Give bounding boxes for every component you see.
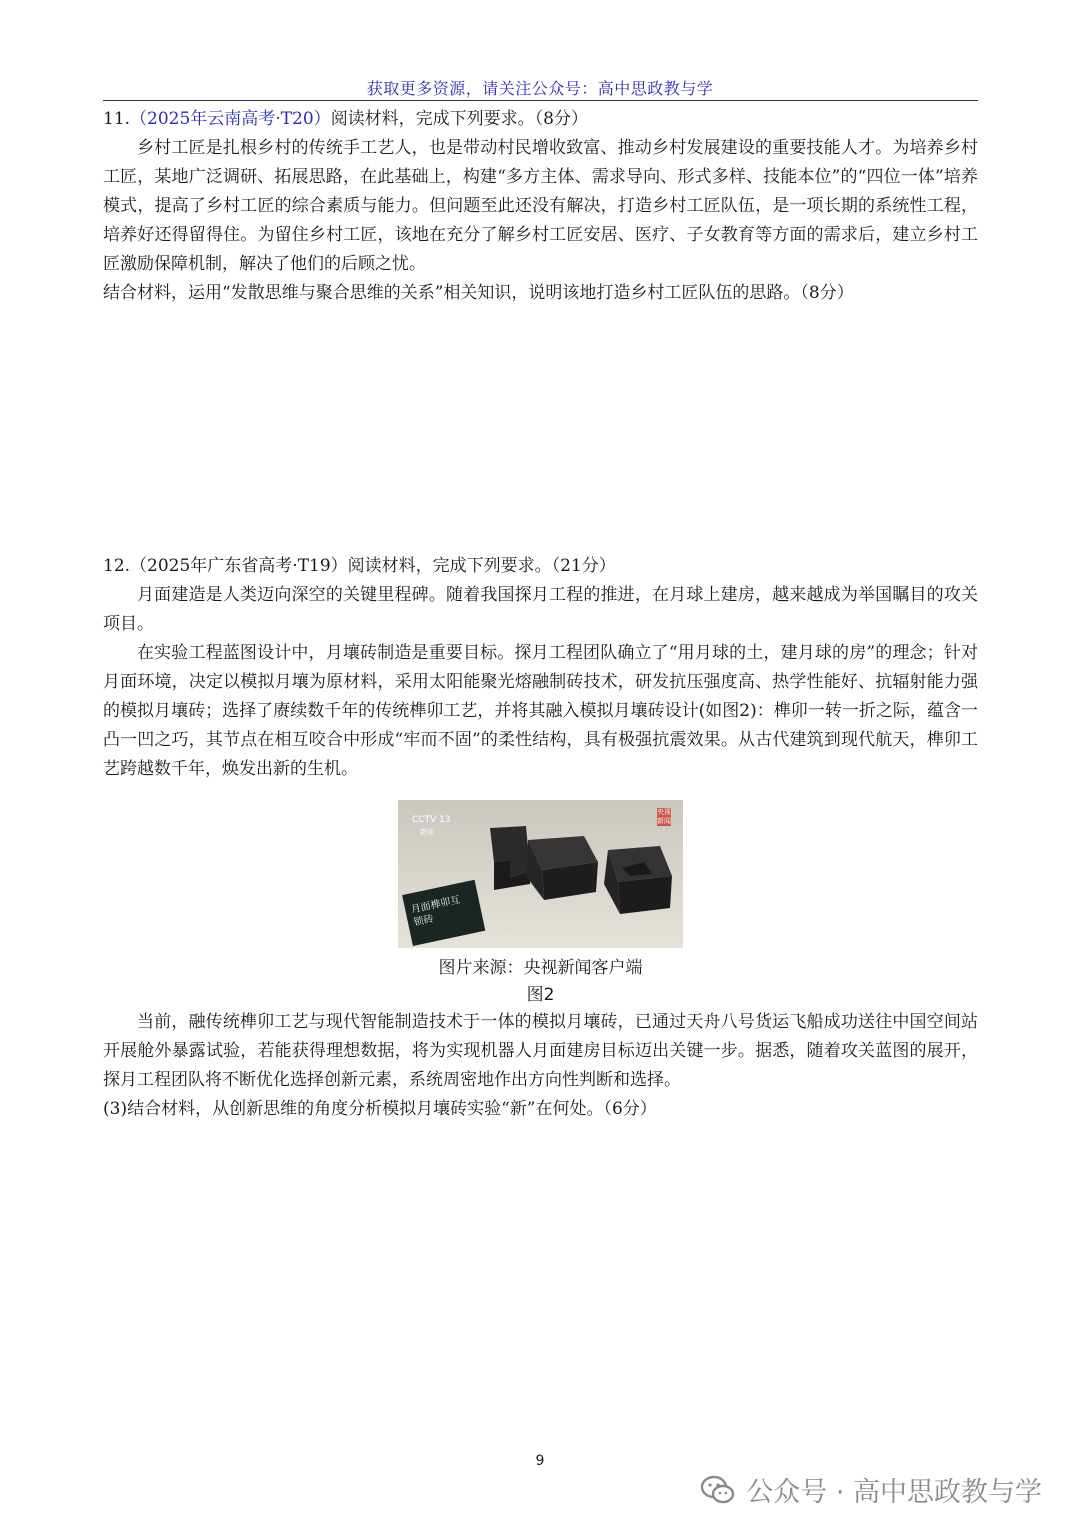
page-header: 获取更多资源，请关注公众号：高中思政教与学 bbox=[366, 79, 714, 98]
watermark bbox=[700, 1470, 1042, 1509]
wechat-icon bbox=[700, 1474, 736, 1506]
channel-logo: CCTV 13 bbox=[412, 815, 451, 825]
figure-caption: 图片来源：央视新闻客户端 bbox=[438, 958, 643, 978]
q12-heading: 12.（2025年广东省高考·T19）阅读材料，完成下列要求。（21分） bbox=[103, 556, 616, 576]
corner-logo: 央视 新闻 bbox=[657, 808, 671, 825]
page-number: 9 bbox=[535, 1453, 545, 1469]
q11-task: 结合材料，运用“发散思维与聚合思维的关系”相关知识，说明该地打造乡村工匠队伍的思路。（8分） bbox=[103, 283, 854, 303]
q12-paragraph-3: 当前，融传统榫卯工艺与现代智能制造技术于一体的模拟月壤砖，已通过天舟八号货运飞船成功送往中国空间站开展舱外暴露试验，若能获得理想数据，将为实现机器人月面建房目标迈出关键一步。据悉，随着攻关蓝图的展开，探月工程团队将不断优化选择创新元素，系统周密地作出方向性判断和选择。 bbox=[103, 1012, 978, 1090]
q12-task: (3)结合材料，从创新思维的角度分析模拟月壤砖实验“新”在何处。（6分） bbox=[103, 1099, 657, 1119]
q12-paragraph-1: 月面建造是人类迈向深空的关键里程碑。随着我国探月工程的推进，在月球上建房，越来越成为举国瞩目的攻关项目。 bbox=[103, 585, 978, 634]
figure-label: 图2 bbox=[526, 985, 555, 1005]
channel-sub: 新闻 bbox=[420, 828, 434, 836]
watermark-text: 公众号 · 高中思政教与学 bbox=[746, 1477, 1042, 1508]
q11-prompt: 阅读材料，完成下列要求。（8分） bbox=[330, 109, 589, 129]
card-text: 月面榫卯互锁砖 bbox=[410, 894, 462, 929]
q11-paragraph: 乡村工匠是扎根乡村的传统手工艺人，也是带动村民增收致富、推动乡村发展建设的重要技能人才。为培养乡村工匠，某地广泛调研、拓展思路，在此基础上，构建“多方主体、需求导向、形式多样、技能本位”的“四位一体”培养模式，提高了乡村工匠的综合素质与能力。但问题至此还没有解决，打造乡村工匠队伍，是一项长期的系统性工程，培养好还得留得住。为留住乡村工匠，该地在充分了解乡村工匠安居、医疗、子女教育等方面的需求后，建立乡村工匠激励保障机制，解决了他们的后顾之忧。 bbox=[103, 138, 978, 274]
q11-source: （2025年云南高考·T20） bbox=[130, 109, 331, 129]
q11-number: 11. bbox=[103, 109, 131, 129]
answer-space bbox=[103, 308, 978, 552]
page-body bbox=[103, 105, 978, 1124]
q11-heading bbox=[103, 105, 978, 134]
figure-photo bbox=[398, 800, 683, 948]
header-rule bbox=[103, 100, 978, 101]
q12-paragraph-2: 在实验工程蓝图设计中，月壤砖制造是重要目标。探月工程团队确立了“用月球的土，建月球的房”的理念；针对月面环境，决定以模拟月壤为原材料，采用太阳能聚光熔融制砖技术，研发抗压强度高、热学性能好、抗辐射能力强的模拟月壤砖；选择了赓续数千年的传统榫卯工艺，并将其融入模拟月壤砖设计(如图2)：榫卯一转一折之际，蕴含一凸一凹之巧，其节点在相互咬合中形成“牢而不固”的柔性结构，具有极强抗震效果。从古代建筑到现代航天，榫卯工艺跨越数千年，焕发出新的生机。 bbox=[103, 643, 978, 779]
